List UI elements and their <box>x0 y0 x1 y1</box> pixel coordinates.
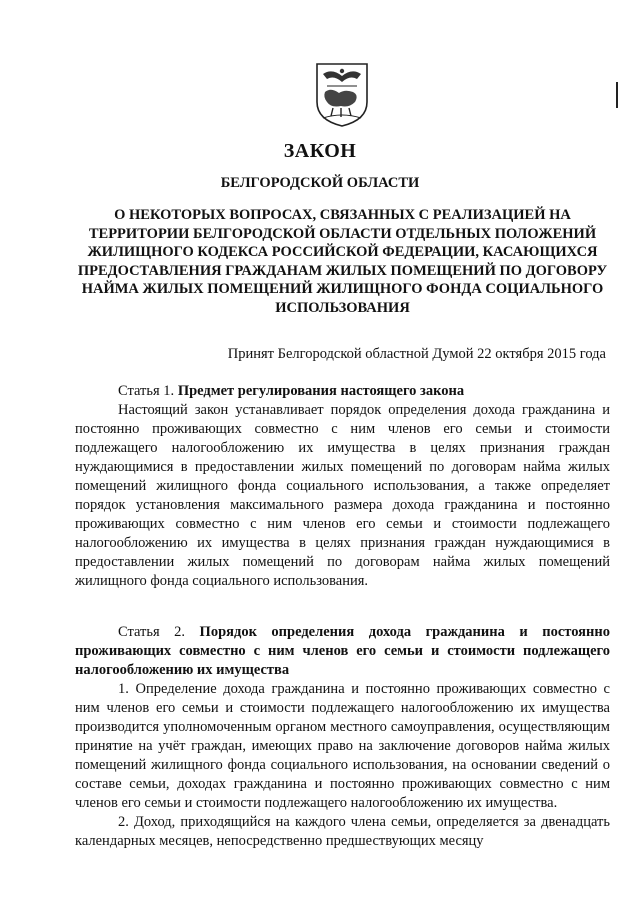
law-body <box>75 382 610 851</box>
article-1-heading: Предмет регулирования настоящего закона <box>177 383 465 399</box>
article-2-heading: Порядок определения дохода гражданина и постоянно проживающих совместно с ним членов его семьи и стоимости подлежащего налогообложению их имущества <box>75 624 610 678</box>
article-1-text: Настоящий закон устанавливает порядок определения дохода гражданина и постоянно проживающих совместно с ним членов его семьи и стоимости подлежащего налогообложению их имущества в целях признания граждан нуждающимися в предоставлении жилых помещений по договорам найма жилых помещений жилищного фонда социального использования, а также определяет порядок установления максимального размера дохода гражданина и постоянно проживающих совместно с ним членов его семьи и стоимости подлежащего налогообложению их имущества в целях признания граждан нуждающимися в предоставлении жилых помещений по договорам найма жилых помещений жилищного фонда социального использования. <box>75 402 610 589</box>
article-2-number: Статья 2. <box>118 624 186 640</box>
scan-edge-mark <box>616 82 618 108</box>
article-2-header <box>75 623 610 680</box>
article-1-header <box>75 382 610 401</box>
document-region: БЕЛГОРОДСКОЙ ОБЛАСТИ <box>220 175 420 191</box>
article-2-paragraph-1: 1. Определение дохода гражданина и постоянно проживающих совместно с ним членов его семьи и стоимости подлежащего налогообложению их имущества производится уполномоченным органом местного самоуправления, осуществляющим принятие на учёт граждан, имеющих право на заключение договоров найма жилых помещений жилищного фонда социального использования, на основании сведений о составе семьи, доходах гражданина и постоянно проживающих совместно с ним членов его семьи и стоимости подлежащего налогообложению их имущества. <box>75 681 610 811</box>
article-2-paragraph-2: 2. Доход, приходящийся на каждого члена семьи, определяется за двенадцать календарных месяцев, непосредственно предшествующих месяцу <box>75 814 610 849</box>
law-subject: О НЕКОТОРЫХ ВОПРОСАХ, СВЯЗАННЫХ С РЕАЛИЗАЦИЕЙ НА ТЕРРИТОРИИ БЕЛГОРОДСКОЙ ОБЛАСТИ ОТДЕЛЬНЫХ ПОЛОЖЕНИЙ ЖИЛИЩНОГО КОДЕКСА РОССИЙСКОЙ ФЕДЕРАЦИИ, КАСАЮЩИХСЯ ПРЕДОСТАВЛЕНИЯ ГРАЖДАНАМ ЖИЛЫХ ПОМЕЩЕНИЙ ПО ДОГОВОРУ НАЙМА ЖИЛЫХ ПОМЕЩЕНИЙ ЖИЛИЩНОГО ФОНДА СОЦИАЛЬНОГО ИСПОЛЬЗОВАНИЯ <box>77 207 608 316</box>
coat-of-arms-icon <box>315 62 369 128</box>
adoption-note: Принят Белгородской областной Думой 22 октября 2015 года <box>227 346 606 362</box>
article-1-number: Статья 1. <box>118 383 175 399</box>
document-title: ЗАКОН <box>283 140 357 162</box>
